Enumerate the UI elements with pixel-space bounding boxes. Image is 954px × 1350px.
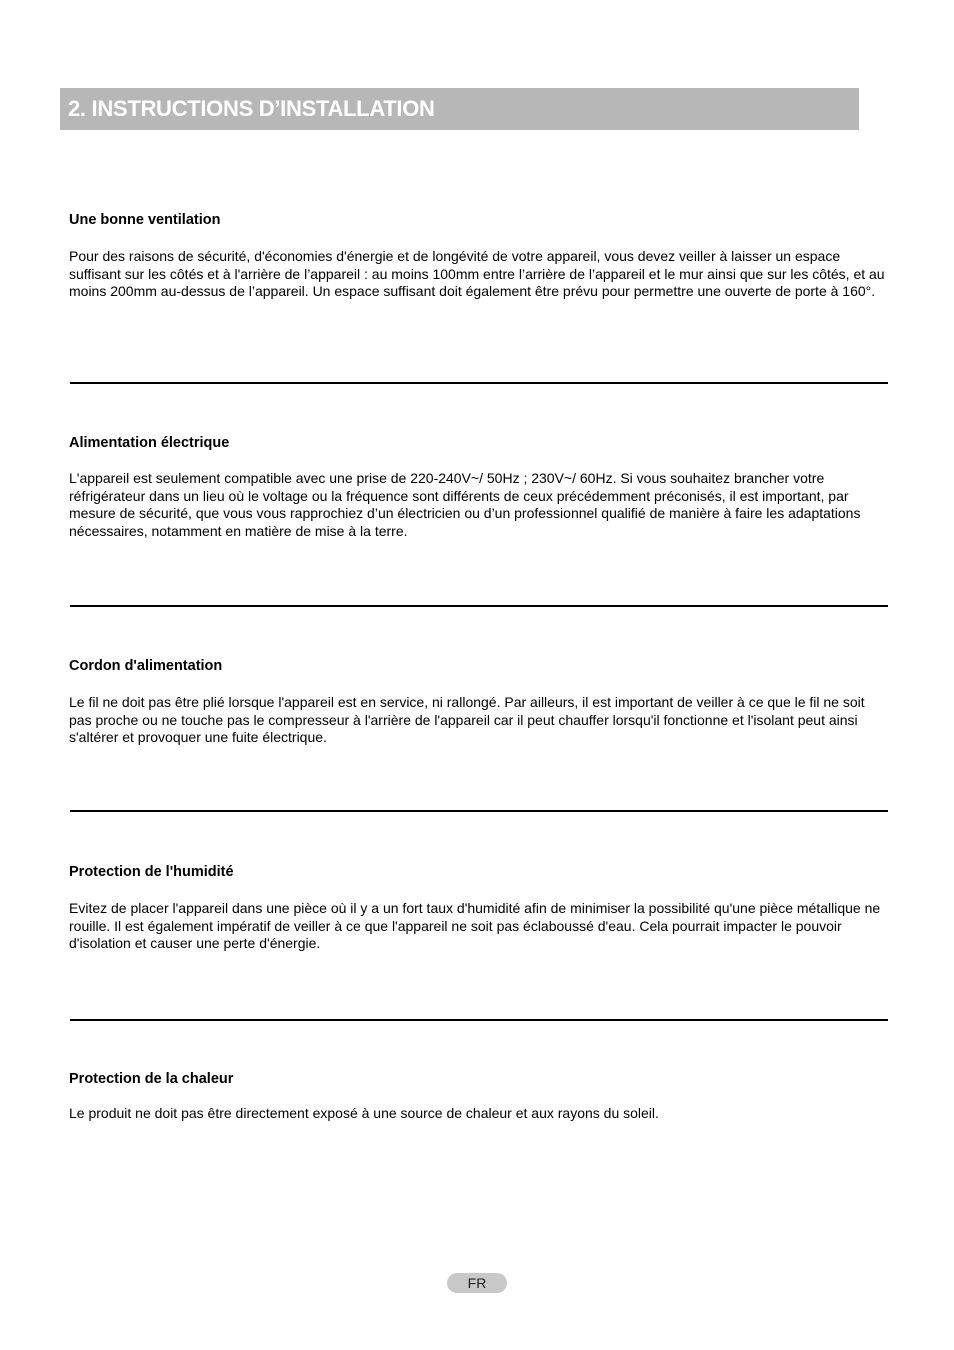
language-page-badge: FR bbox=[447, 1273, 507, 1293]
section-divider bbox=[70, 1019, 888, 1021]
section-body-ventilation: Pour des raisons de sécurité, d'économies d'énergie et de longévité de votre appareil, vous devez veiller à laisser un espace suffisant sur les côtés et à l'arrière de l’appareil : au moins 100mm entre l’arrière de l’appareil et le mur ainsi que sur les côtés, et au moins 200mm au-dessus de l’appareil. Un espace suffisant doit également être prévu pour permettre une ouverte de porte à 160°. bbox=[69, 248, 885, 300]
section-title-power-cord: Cordon d'alimentation bbox=[69, 658, 223, 674]
section-title-power-supply: Alimentation électrique bbox=[69, 435, 230, 451]
section-divider bbox=[70, 382, 888, 384]
section-title-heat: Protection de la chaleur bbox=[69, 1071, 234, 1087]
section-body-humidity: Evitez de placer l'appareil dans une pièce où il y a un fort taux d'humidité afin de minimiser la possibilité qu'une pièce métallique ne rouille. Il est également impératif de veiller à ce que l'appareil ne soit pas éclaboussé d'eau. Cela pourrait impacter le pouvoir d'isolation et causer une perte d'énergie. bbox=[69, 900, 881, 952]
page-title: 2. INSTRUCTIONS D’INSTALLATION bbox=[68, 96, 435, 121]
section-divider bbox=[70, 810, 888, 812]
section-header-bar bbox=[60, 88, 859, 130]
section-title-ventilation: Une bonne ventilation bbox=[69, 212, 221, 228]
section-body-power-cord: Le fil ne doit pas être plié lorsque l'appareil est en service, ni rallongé. Par ailleurs, il est important de veiller à ce que le fil ne soit pas proche ou ne touche pas le compresseur à l'arrière de l'appareil car il peut chauffer lorsqu'il fonctionne et l'isolant peut ainsi s'altérer et provoquer une fuite électrique. bbox=[69, 694, 865, 746]
section-body-power-supply: L'appareil est seulement compatible avec une prise de 220-240V~/ 50Hz ; 230V~/ 60Hz. Si vous souhaitez brancher votre réfrigérateur dans un lieu où le voltage ou la fréquence sont différents de ceux précédemment préconisés, il est important, par mesure de sécurité, que vous vous rapprochiez d’un électricien ou d’un professionnel qualifié de manière à faire les adaptations nécessaires, notamment en matière de mise à la terre. bbox=[69, 470, 861, 539]
section-title-humidity: Protection de l'humidité bbox=[69, 864, 234, 880]
section-divider bbox=[70, 605, 888, 607]
section-body-heat: Le produit ne doit pas être directement exposé à une source de chaleur et aux rayons du soleil. bbox=[69, 1105, 659, 1121]
